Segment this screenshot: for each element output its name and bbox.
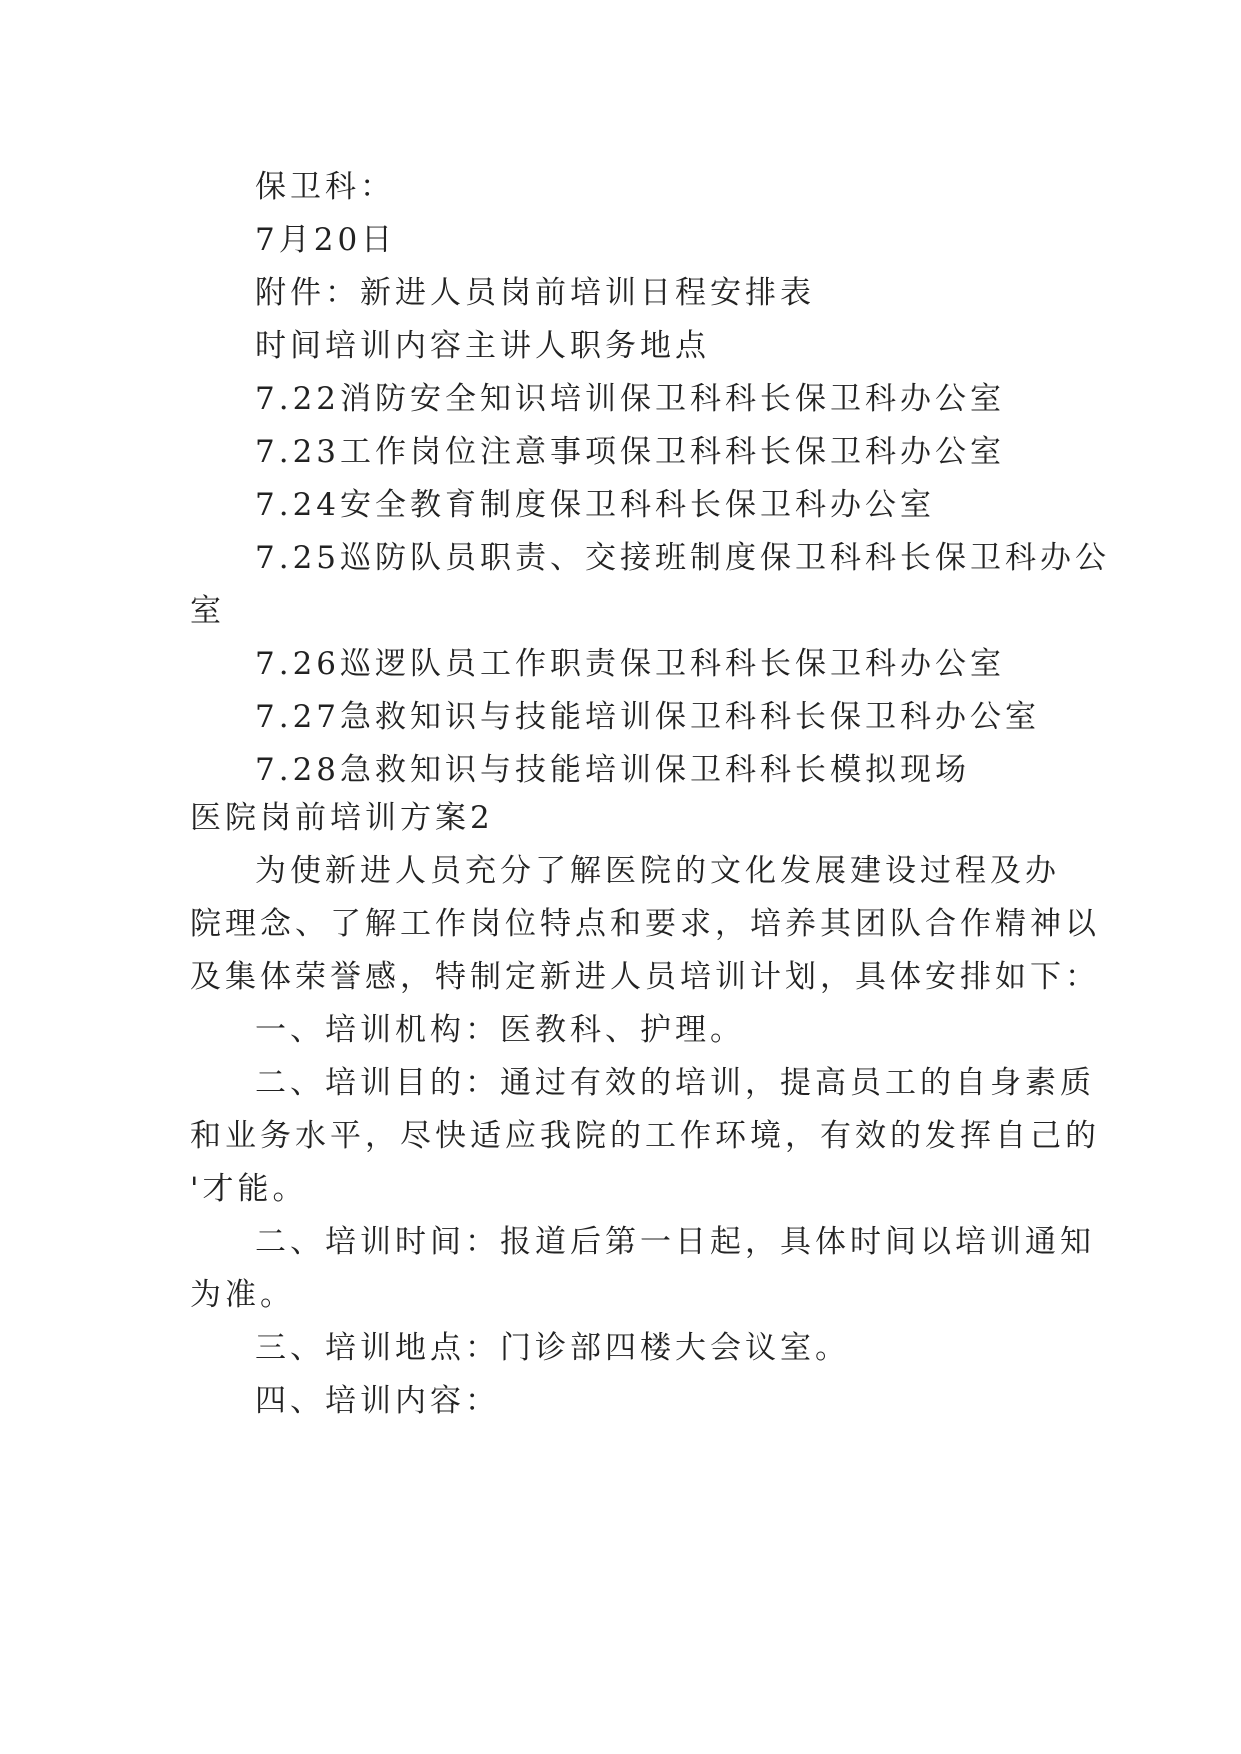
paragraph-line: 二、培训目的：通过有效的培训，提高员工的自身素质 (255, 1065, 1095, 1101)
paragraph-line: 及集体荣誉感，特制定新进人员培训计划，具体安排如下： (190, 959, 1100, 995)
paragraph-line: '才能。 (190, 1171, 308, 1207)
schedule-header: 时间培训内容主讲人职务地点 (255, 328, 710, 364)
paragraph-line: 四、培训内容： (255, 1383, 500, 1419)
paragraph-line: 一、培训机构：医教科、护理。 (255, 1012, 745, 1048)
schedule-row: 7.23工作岗位注意事项保卫科科长保卫科办公室 (255, 434, 1006, 470)
paragraph-line: 三、培训地点：门诊部四楼大会议室。 (255, 1330, 850, 1366)
schedule-row: 7.24安全教育制度保卫科科长保卫科办公室 (255, 487, 936, 523)
schedule-row-continued: 室 (190, 593, 225, 629)
paragraph-line: 和业务水平，尽快适应我院的工作环境，有效的发挥自己的 (190, 1118, 1100, 1154)
paragraph-line: 二、培训时间：报道后第一日起，具体时间以培训通知 (255, 1224, 1095, 1260)
schedule-row: 7.26巡逻队员工作职责保卫科科长保卫科办公室 (255, 646, 1006, 682)
schedule-row: 7.28急救知识与技能培训保卫科科长模拟现场 (255, 752, 971, 788)
schedule-row: 7.27急救知识与技能培训保卫科科长保卫科办公室 (255, 699, 1041, 735)
signature-department: 保卫科： (255, 169, 395, 205)
paragraph-line: 为准。 (190, 1277, 295, 1313)
signature-date: 7月20日 (255, 222, 397, 258)
paragraph-line: 为使新进人员充分了解医院的文化发展建设过程及办 (255, 853, 1060, 889)
attachment-title: 附件：新进人员岗前培训日程安排表 (255, 275, 815, 311)
schedule-row: 7.22消防安全知识培训保卫科科长保卫科办公室 (255, 381, 1006, 417)
schedule-row: 7.25巡防队员职责、交接班制度保卫科科长保卫科办公 (255, 540, 1111, 576)
section-heading: 医院岗前培训方案2 (190, 800, 494, 836)
paragraph-line: 院理念、了解工作岗位特点和要求，培养其团队合作精神以 (190, 906, 1100, 942)
